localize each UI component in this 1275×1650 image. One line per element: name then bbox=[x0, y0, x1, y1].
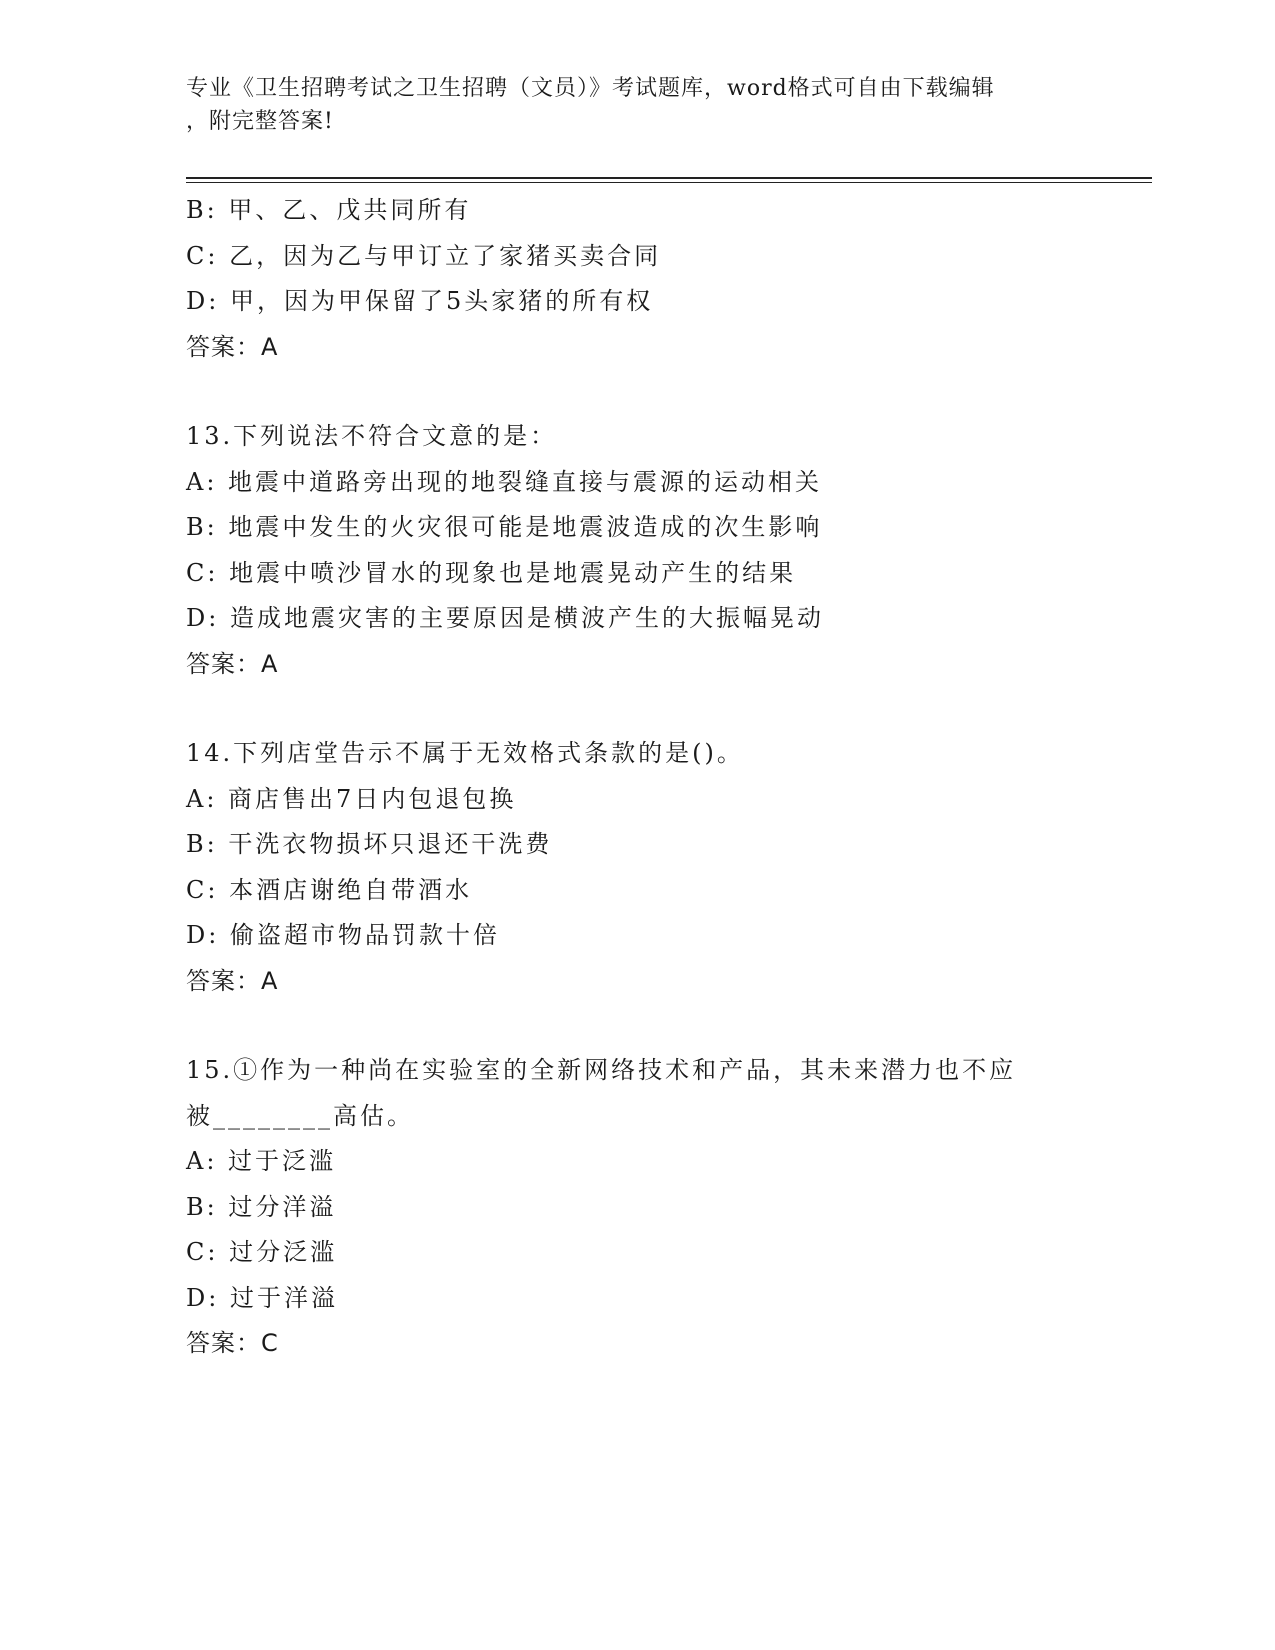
answer: 答案：A bbox=[186, 649, 279, 678]
option-a: A: 商店售出7日内包退包换 bbox=[186, 784, 517, 813]
question-list bbox=[186, 188, 1136, 1367]
answer: 答案：A bbox=[186, 332, 279, 361]
spacer bbox=[186, 687, 1136, 731]
question-13 bbox=[186, 414, 1136, 687]
option-d: D: 过于洋溢 bbox=[186, 1283, 338, 1312]
option-b: B: 地震中发生的火灾很可能是地震波造成的次生影响 bbox=[186, 513, 823, 541]
header-line-1: 专业《卫生招聘考试之卫生招聘（文员）》考试题库，word格式可自由下载编辑 bbox=[186, 76, 995, 101]
question-text: 13.下列说法不符合文意的是： bbox=[186, 422, 558, 450]
answer: 答案：A bbox=[186, 966, 279, 995]
header-line-2: ，附完整答案! bbox=[186, 109, 334, 134]
spacer bbox=[186, 1004, 1136, 1048]
option-a: A: 过于泛滥 bbox=[186, 1147, 337, 1175]
question-14 bbox=[186, 731, 1136, 1004]
page-header bbox=[186, 72, 1076, 138]
option-b: B: 过分洋溢 bbox=[186, 1192, 337, 1221]
answer: 答案：C bbox=[186, 1329, 279, 1357]
option-b: B: 干洗衣物损坏只退还干洗费 bbox=[186, 830, 553, 858]
option-c: C: 地震中喷沙冒水的现象也是地震晃动产生的结果 bbox=[186, 558, 797, 587]
spacer bbox=[186, 370, 1136, 414]
question-12 bbox=[186, 188, 1136, 370]
option-c: C: 本酒店谢绝自带酒水 bbox=[186, 875, 473, 904]
option-d: D: 偷盗超市物品罚款十倍 bbox=[186, 921, 500, 949]
option-a: A: 地震中道路旁出现的地裂缝直接与震源的运动相关 bbox=[186, 467, 823, 496]
option-d: D: 造成地震灾害的主要原因是横波产生的大振幅晃动 bbox=[186, 604, 824, 632]
question-15 bbox=[186, 1048, 1136, 1367]
question-text: 14.下列店堂告示不属于无效格式条款的是()。 bbox=[186, 739, 744, 767]
header-rule-thick bbox=[186, 177, 1152, 179]
header-rule-thin bbox=[186, 182, 1152, 183]
question-text-line-2: 被________高估。 bbox=[186, 1101, 414, 1130]
question-text-line-1: 15.①作为一种尚在实验室的全新网络技术和产品，其未来潜力也不应 bbox=[186, 1056, 1017, 1084]
option-d: D: 甲，因为甲保留了5头家猪的所有权 bbox=[186, 287, 654, 315]
option-c: C: 过分泛滥 bbox=[186, 1238, 338, 1266]
option-b: B: 甲、乙、戊共同所有 bbox=[186, 196, 472, 224]
option-c: C: 乙，因为乙与甲订立了家猪买卖合同 bbox=[186, 241, 662, 270]
